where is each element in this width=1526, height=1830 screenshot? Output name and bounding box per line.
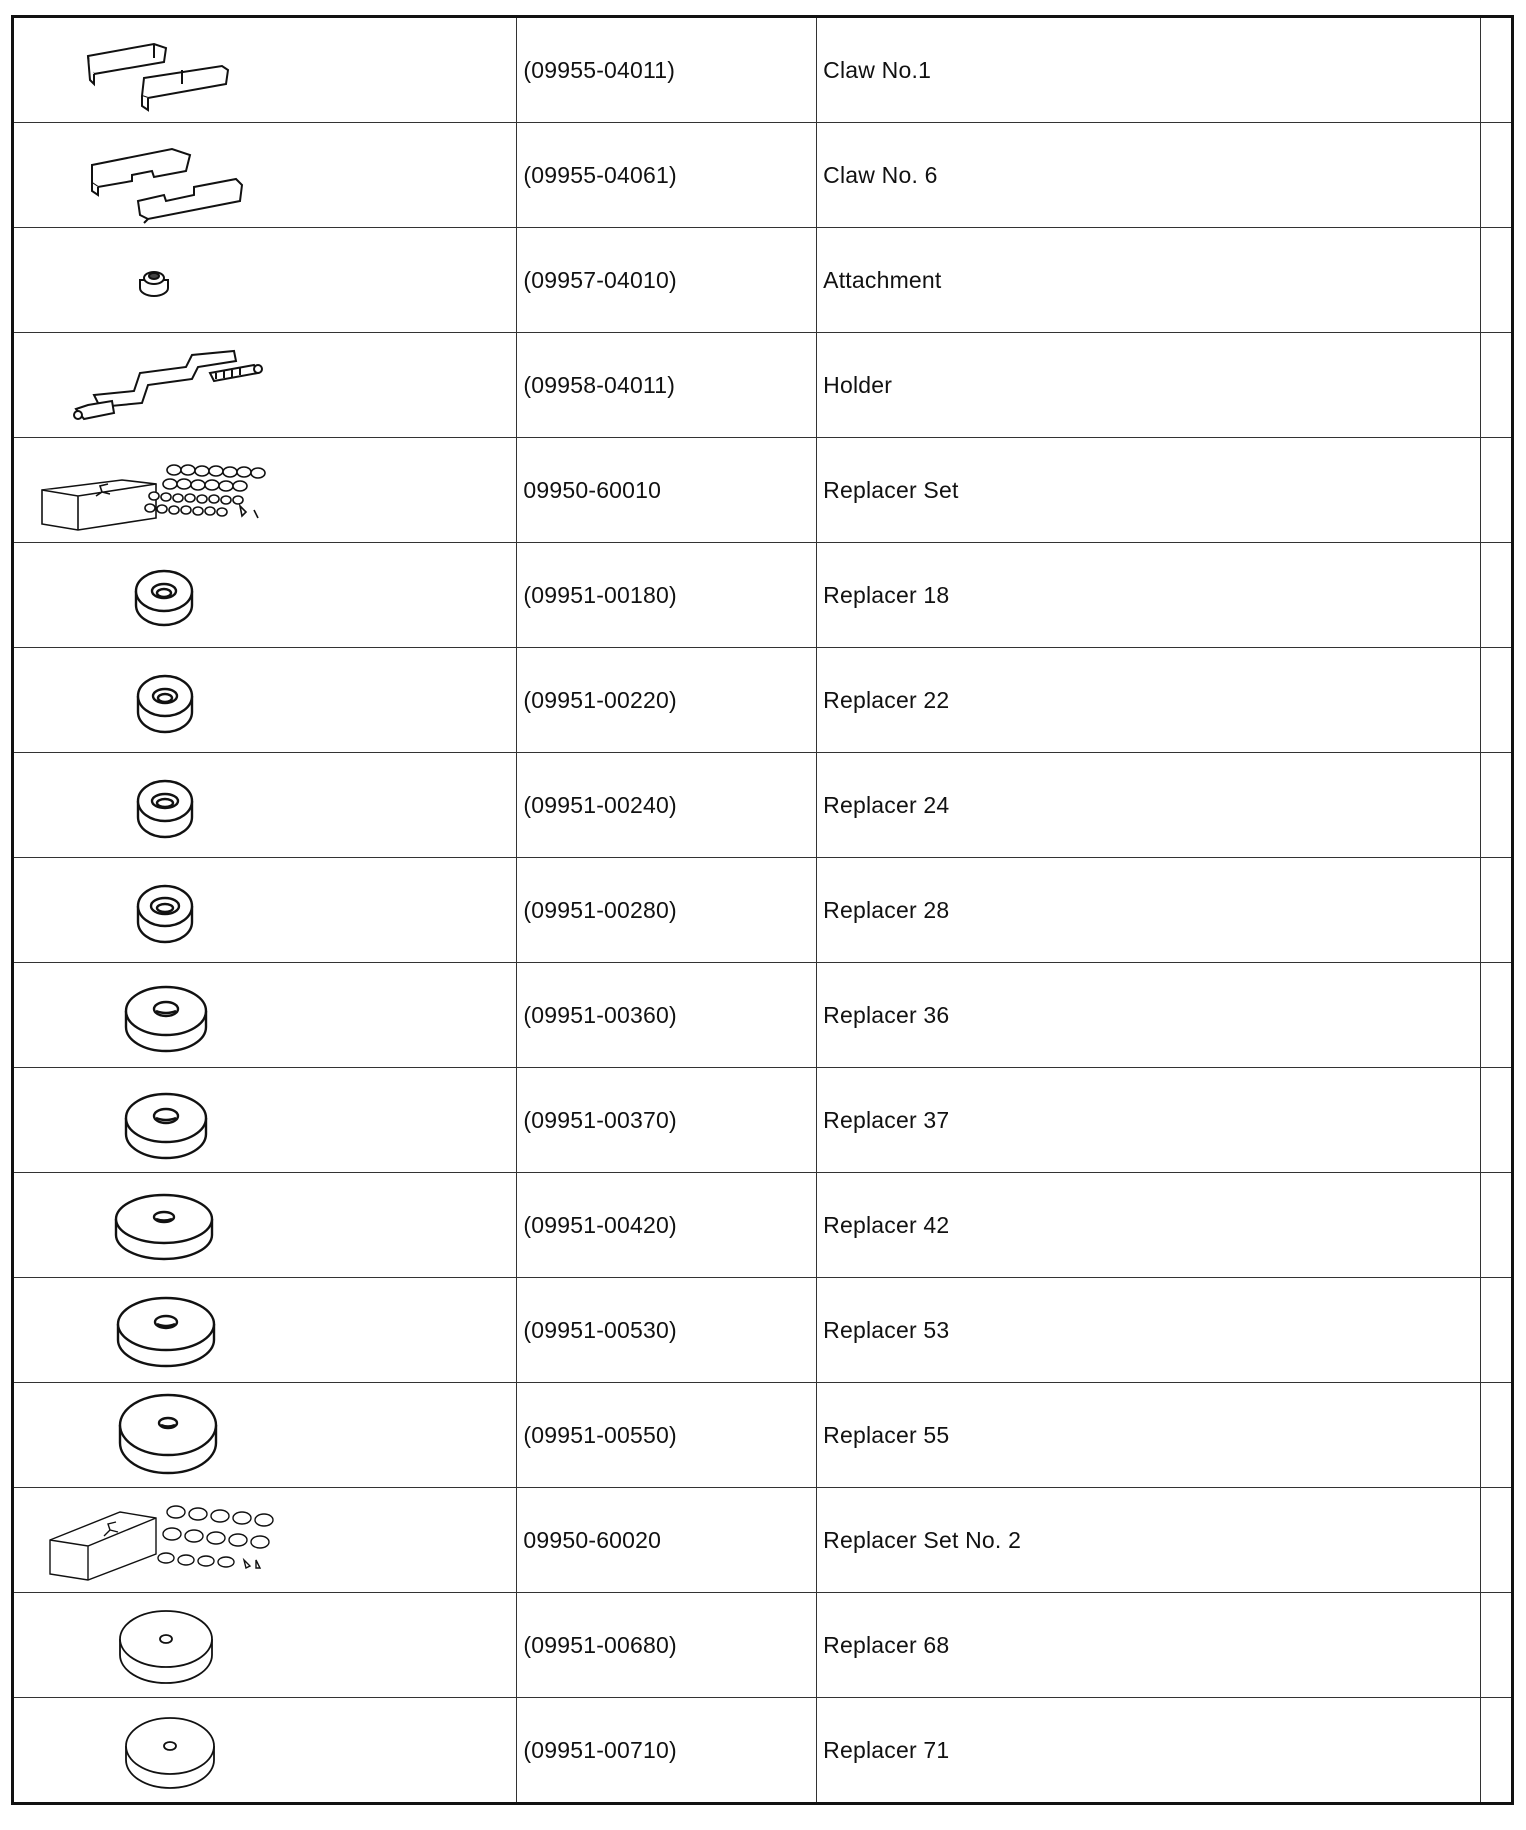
tool-name: Replacer 22 xyxy=(823,686,950,713)
tool-name-cell xyxy=(817,753,1480,858)
tool-name: Replacer 42 xyxy=(823,1211,950,1238)
part-number: (09955-04011) xyxy=(523,56,676,83)
part-number: 09950-60020 xyxy=(523,1526,662,1553)
replacer-disc-icon xyxy=(14,1593,510,1697)
claw-pair-icon xyxy=(14,18,510,122)
part-number-cell xyxy=(517,1068,817,1173)
special-tool-table xyxy=(11,15,1514,1805)
tool-illustration-cell xyxy=(13,1488,517,1593)
table-row xyxy=(13,1173,1513,1278)
table-row xyxy=(13,438,1513,543)
tool-name: Replacer 37 xyxy=(823,1106,950,1133)
tool-illustration-cell xyxy=(13,543,517,648)
part-number: (09951-00550) xyxy=(523,1421,677,1448)
table-row xyxy=(13,648,1513,753)
tool-illustration-cell xyxy=(13,858,517,963)
part-number: (09951-00680) xyxy=(523,1631,677,1658)
empty-cell xyxy=(1480,438,1512,543)
empty-cell xyxy=(1480,648,1512,753)
table-row xyxy=(13,1488,1513,1593)
tool-name: Claw No.1 xyxy=(823,56,932,83)
tool-illustration-cell xyxy=(13,1173,517,1278)
tool-name-cell xyxy=(817,1593,1480,1698)
part-number-cell xyxy=(517,438,817,543)
empty-cell xyxy=(1480,333,1512,438)
part-number: (09957-04010) xyxy=(523,266,677,293)
empty-cell xyxy=(1480,123,1512,228)
tool-illustration-cell xyxy=(13,1593,517,1698)
tool-illustration-cell xyxy=(13,438,517,543)
part-number-cell xyxy=(517,1278,817,1383)
tool-illustration-cell xyxy=(13,333,517,438)
empty-cell xyxy=(1480,753,1512,858)
replacer-disc-icon xyxy=(14,1383,510,1487)
part-number-cell xyxy=(517,1593,817,1698)
part-number-cell xyxy=(517,963,817,1068)
tool-name-cell xyxy=(817,1173,1480,1278)
part-number-cell xyxy=(517,228,817,333)
empty-cell xyxy=(1480,1383,1512,1488)
replacer-set-box-icon xyxy=(14,438,510,542)
tool-name: Holder xyxy=(823,371,893,398)
part-number: (09951-00710) xyxy=(523,1736,677,1763)
part-number-cell xyxy=(517,17,817,123)
part-number: (09951-00360) xyxy=(523,1001,677,1028)
part-number: (09951-00240) xyxy=(523,791,677,818)
tool-name-cell xyxy=(817,333,1480,438)
replacer-disc-icon xyxy=(14,543,510,647)
table-row xyxy=(13,1068,1513,1173)
empty-cell xyxy=(1480,1278,1512,1383)
table-row xyxy=(13,1698,1513,1804)
replacer-disc-icon xyxy=(14,858,510,962)
table-row xyxy=(13,333,1513,438)
tool-illustration-cell xyxy=(13,1698,517,1804)
replacer-disc-icon xyxy=(14,1068,510,1172)
part-number-cell xyxy=(517,648,817,753)
part-number: (09955-04061) xyxy=(523,161,677,188)
tool-name: Replacer Set xyxy=(823,476,959,503)
tool-name-cell xyxy=(817,1698,1480,1804)
replacer-disc-icon xyxy=(14,648,510,752)
table-row xyxy=(13,543,1513,648)
part-number-cell xyxy=(517,753,817,858)
tool-illustration-cell xyxy=(13,228,517,333)
part-number: (09951-00530) xyxy=(523,1316,677,1343)
empty-cell xyxy=(1480,1593,1512,1698)
tool-name-cell xyxy=(817,858,1480,963)
part-number-cell xyxy=(517,123,817,228)
tool-illustration-cell xyxy=(13,1068,517,1173)
tool-illustration-cell xyxy=(13,123,517,228)
empty-cell xyxy=(1480,1173,1512,1278)
tool-name: Replacer 53 xyxy=(823,1316,950,1343)
tool-illustration-cell xyxy=(13,1383,517,1488)
tool-illustration-cell xyxy=(13,648,517,753)
part-number-cell xyxy=(517,1173,817,1278)
part-number: (09951-00370) xyxy=(523,1106,677,1133)
part-number-cell xyxy=(517,1698,817,1804)
tool-name-cell xyxy=(817,1068,1480,1173)
part-number: (09951-00220) xyxy=(523,686,677,713)
replacer-disc-icon xyxy=(14,963,510,1067)
empty-cell xyxy=(1480,963,1512,1068)
table-row xyxy=(13,1383,1513,1488)
part-number: (09958-04011) xyxy=(523,371,676,398)
tool-name: Claw No. 6 xyxy=(823,161,938,188)
tool-name: Attachment xyxy=(823,266,942,293)
part-number: 09950-60010 xyxy=(523,476,662,503)
holder-icon xyxy=(14,333,510,437)
tool-name-cell xyxy=(817,438,1480,543)
table-row xyxy=(13,1278,1513,1383)
empty-cell xyxy=(1480,1488,1512,1593)
part-number-cell xyxy=(517,1488,817,1593)
part-number: (09951-00420) xyxy=(523,1211,677,1238)
part-number-cell xyxy=(517,858,817,963)
tool-name-cell xyxy=(817,543,1480,648)
table-row xyxy=(13,123,1513,228)
empty-cell xyxy=(1480,1068,1512,1173)
tool-name-cell xyxy=(817,648,1480,753)
tool-illustration-cell xyxy=(13,963,517,1068)
replacer-disc-icon xyxy=(14,753,510,857)
table-row xyxy=(13,753,1513,858)
empty-cell xyxy=(1480,228,1512,333)
empty-cell xyxy=(1480,543,1512,648)
part-number-cell xyxy=(517,333,817,438)
tool-name: Replacer 28 xyxy=(823,896,950,923)
tool-name: Replacer 55 xyxy=(823,1421,950,1448)
tool-illustration-cell xyxy=(13,753,517,858)
tool-name-cell xyxy=(817,17,1480,123)
tool-name-cell xyxy=(817,123,1480,228)
tool-name: Replacer 68 xyxy=(823,1631,950,1658)
part-number: (09951-00280) xyxy=(523,896,677,923)
attachment-icon xyxy=(14,228,510,332)
table-row xyxy=(13,963,1513,1068)
tool-name-cell xyxy=(817,963,1480,1068)
replacer-set-box-icon xyxy=(14,1488,510,1592)
tool-illustration-cell xyxy=(13,1278,517,1383)
empty-cell xyxy=(1480,17,1512,123)
tool-name-cell xyxy=(817,228,1480,333)
tool-name: Replacer 71 xyxy=(823,1736,950,1763)
tool-name: Replacer 18 xyxy=(823,581,950,608)
tool-name: Replacer 24 xyxy=(823,791,950,818)
tool-name-cell xyxy=(817,1488,1480,1593)
claw-pair-icon xyxy=(14,123,510,227)
tool-name: Replacer Set No. 2 xyxy=(823,1526,1022,1553)
tool-illustration-cell xyxy=(13,17,517,123)
table-row xyxy=(13,858,1513,963)
part-number: (09951-00180) xyxy=(523,581,677,608)
part-number-cell xyxy=(517,1383,817,1488)
replacer-disc-icon xyxy=(14,1173,510,1277)
replacer-disc-icon xyxy=(14,1698,510,1802)
empty-cell xyxy=(1480,858,1512,963)
empty-cell xyxy=(1480,1698,1512,1804)
part-number-cell xyxy=(517,543,817,648)
tool-name-cell xyxy=(817,1278,1480,1383)
tool-name-cell xyxy=(817,1383,1480,1488)
table-row xyxy=(13,17,1513,123)
table-row xyxy=(13,1593,1513,1698)
tool-name: Replacer 36 xyxy=(823,1001,950,1028)
replacer-disc-icon xyxy=(14,1278,510,1382)
table-row xyxy=(13,228,1513,333)
